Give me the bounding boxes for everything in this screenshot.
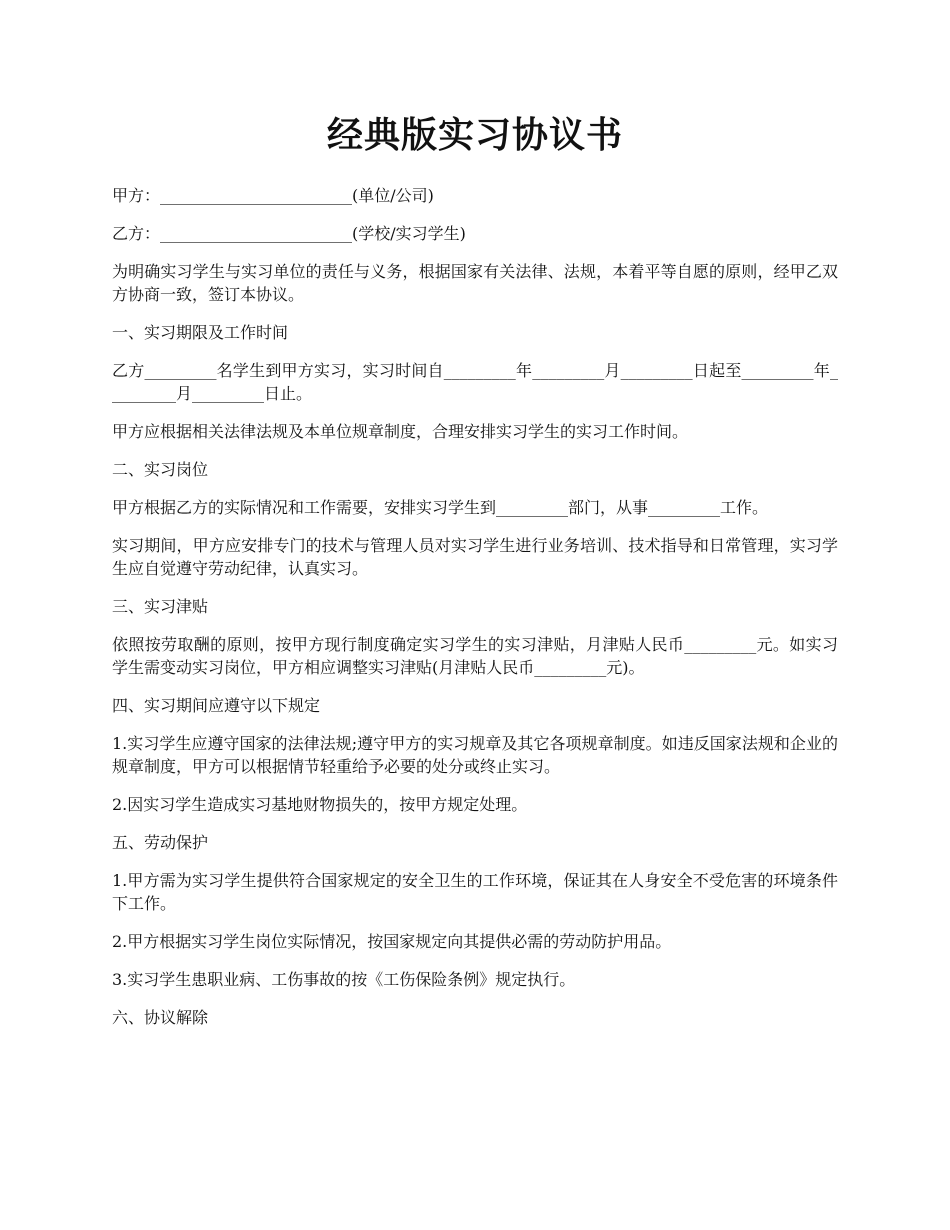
section-heading-3: 三、实习津贴 [112,597,209,616]
section-1-paragraph-1: 乙方_________名学生到甲方实习，实习时间自_________年_________月_________日起至_________年_________月_________日止。 [112,361,838,403]
party-a-line: 甲方：________________________(单位/公司) [112,186,434,205]
section-5-paragraph-3: 3.实习学生患职业病、工伤事故的按《工伤保险条例》规定执行。 [112,970,576,989]
section-3-paragraph-1: 依照按劳取酬的原则，按甲方现行制度确定实习学生的实习津贴，月津贴人民币_________元。如实习学生需变动实习岗位，甲方相应调整实习津贴(月津贴人民币_________元)。 [112,635,838,677]
party-b-line: 乙方：________________________(学校/实习学生) [112,224,466,243]
section-heading-2: 二、实习岗位 [112,460,209,479]
section-heading-4: 四、实习期间应遵守以下规定 [112,696,321,715]
section-heading-1: 一、实习期限及工作时间 [112,323,289,342]
section-5-paragraph-1: 1.甲方需为实习学生提供符合国家规定的安全卫生的工作环境，保证其在人身安全不受危害的环境条件下工作。 [112,871,838,913]
section-1-paragraph-2: 甲方应根据相关法律法规及本单位规章制度，合理安排实习学生的实习工作时间。 [112,422,689,441]
section-4-paragraph-1: 1.实习学生应遵守国家的法律法规;遵守甲方的实习规章及其它各项规章制度。如违反国家法规和企业的规章制度，甲方可以根据情节轻重给予必要的处分或终止实习。 [112,734,838,776]
section-heading-6: 六、协议解除 [112,1008,209,1027]
document-title: 经典版实习协议书 [326,115,623,156]
section-5-paragraph-2: 2.甲方根据实习学生岗位实际情况，按国家规定向其提供必需的劳动防护用品。 [112,932,672,951]
section-2-paragraph-1: 甲方根据乙方的实际情况和工作需要，安排实习学生到_________部门，从事_________工作。 [112,498,769,517]
intro-paragraph: 为明确实习学生与实习单位的责任与义务，根据国家有关法律、法规，本着平等自愿的原则，经甲乙双方协商一致，签订本协议。 [112,262,838,304]
section-4-paragraph-2: 2.因实习学生造成实习基地财物损失的，按甲方规定处理。 [112,795,528,814]
section-2-paragraph-2: 实习期间，甲方应安排专门的技术与管理人员对实习学生进行业务培训、技术指导和日常管理，实习学生应自觉遵守劳动纪律，认真实习。 [112,536,838,578]
section-heading-5: 五、劳动保护 [112,833,209,852]
